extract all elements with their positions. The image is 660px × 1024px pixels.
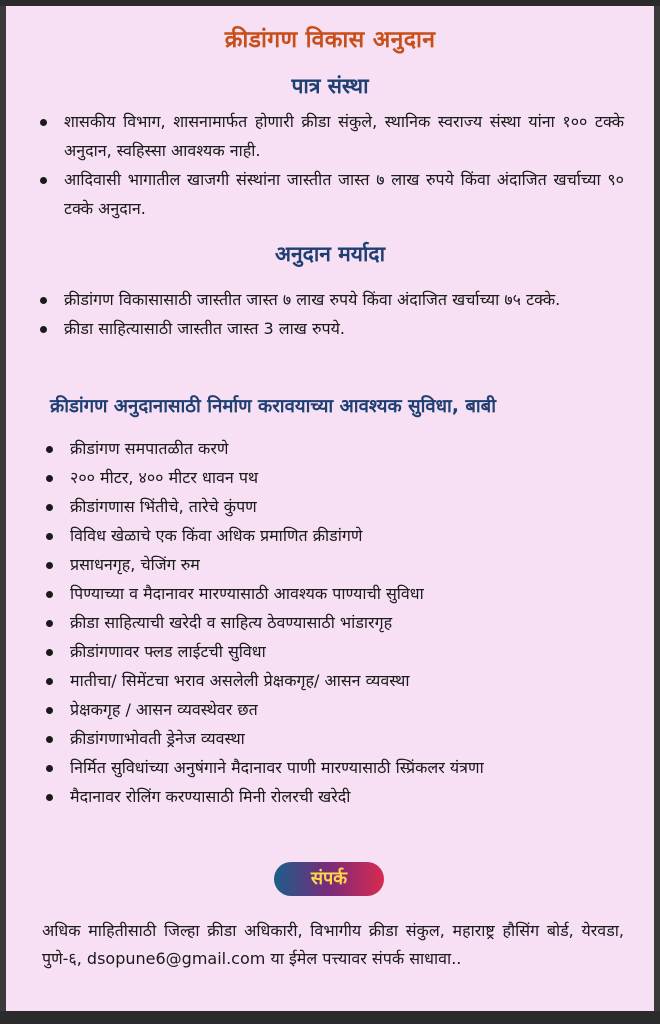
list-item: प्रसाधनगृह, चेजिंग रुम [70,550,640,579]
contact-text: अधिक माहितीसाठी जिल्हा क्रीडा अधिकारी, विभागीय क्रीडा संकुल, महाराष्ट्र हौसिंग बोर्ड, येरवडा, पुणे-६, dsopune6@gmail.com या ईमेल पत्त्यावर संपर्क साधावा.. [42,921,624,968]
bottom-edge [0,1011,660,1024]
list-item: विविध खेळाचे एक किंवा अधिक प्रमाणित क्रीडांगणे [70,521,640,550]
list-item: क्रीडांगणाभोवती ड्रेनेज व्यवस्था [70,724,640,753]
eligible-list [64,107,624,223]
list-item: क्रीडा साहित्यासाठी जास्तीत जास्त 3 लाख रुपये. [64,314,624,343]
poster [6,6,654,1011]
bullet-icon [46,736,53,743]
list-item: क्रीडांगण समपातळीत करणे [70,434,640,463]
limit-heading: अनुदान मर्यादा [274,242,386,266]
limit-list [64,285,624,343]
bullet-icon [46,562,53,569]
bullet-icon [40,119,47,126]
list-item: निर्मित सुविधांच्या अनुषंगाने मैदानावर पाणी मारण्यासाठी स्प्रिंकलर यंत्रणा [70,753,640,782]
bullet-icon [46,504,53,511]
list-item: प्रेक्षकगृह / आसन व्यवस्थेवर छत [70,695,640,724]
bullet-icon [40,297,47,304]
bullet-icon [46,649,53,656]
bullet-icon [46,678,53,685]
contact-badge: संपर्क [274,862,384,896]
bullet-icon [46,475,53,482]
list-item: मातीचा/ सिमेंटचा भराव असलेली प्रेक्षकगृह/ आसन व्यवस्था [70,666,640,695]
list-item: क्रीडांगणावर फ्लड लाईटची सुविधा [70,637,640,666]
list-item: २०० मीटर, ४०० मीटर धावन पथ [70,463,640,492]
bullet-icon [46,765,53,772]
list-item: मैदानावर रोलिंग करण्यासाठी मिनी रोलरची खरेदी [70,782,640,811]
bullet-icon [40,326,47,333]
bullet-icon [46,446,53,453]
bullet-icon [40,177,47,184]
list-item: पिण्याच्या व मैदानावर मारण्यासाठी आवश्यक पाण्याची सुविधा [70,579,640,608]
page-title: क्रीडांगण विकास अनुदान [224,27,436,53]
bullet-icon [46,620,53,627]
bullet-icon [46,794,53,801]
list-item: क्रीडा साहित्याची खरेदी व साहित्य ठेवण्यासाठी भांडारगृह [70,608,640,637]
list-item: आदिवासी भागातील खाजगी संस्थांना जास्तीत जास्त ७ लाख रुपये किंवा अंदाजित खर्चाच्या ९० टक्के अनुदान. [64,165,624,223]
facilities-heading: क्रीडांगण अनुदानासाठी निर्माण करावयाच्या आवश्यक सुविधा, बाबी [50,396,497,417]
bullet-icon [46,591,53,598]
bullet-icon [46,533,53,540]
eligible-heading: पात्र संस्था [291,74,369,98]
list-item: क्रीडांगणास भिंतीचे, तारेचे कुंपण [70,492,640,521]
list-item: क्रीडांगण विकासासाठी जास्तीत जास्त ७ लाख रुपये किंवा अंदाजित खर्चाच्या ७५ टक्के. [64,285,624,314]
bullet-icon [46,707,53,714]
facilities-list [70,434,640,811]
list-item: शासकीय विभाग, शासनामार्फत होणारी क्रीडा संकुले, स्थानिक स्वराज्य संस्था यांना १०० टक्के अनुदान, स्वहिस्सा आवश्यक नाही. [64,107,624,165]
